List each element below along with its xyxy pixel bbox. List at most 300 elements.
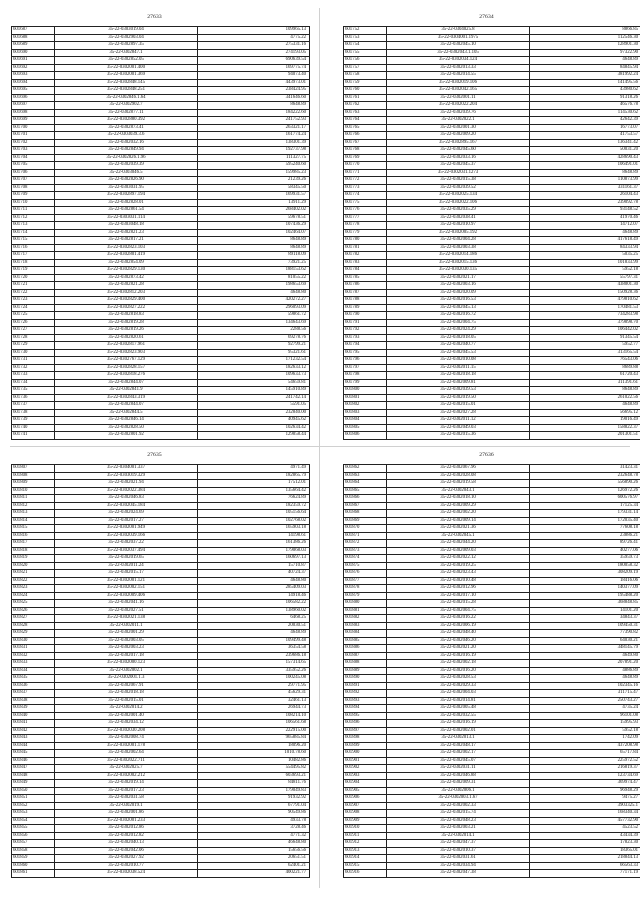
amount-cell: 97322.90 [530,49,640,57]
amount-cell: 23886.21 [530,532,640,540]
account-number-cell: 35-22-0302067.96 [387,465,530,473]
table-row [344,840,640,848]
parcel-number-cell: 601726 [12,319,55,327]
amount-cell: 1010.78.60 [198,750,310,758]
table-row [344,660,640,668]
table-row [12,637,310,645]
account-number-cell: 35-22-0302043.1.105 [387,49,530,57]
amount-cell: 62401.21 [198,862,310,870]
amount-cell: 129858.44 [198,432,310,440]
table-row [344,645,640,653]
account-number-cell: 35-22-0302046.20 [387,637,530,645]
account-number-cell: 35-22-0302011.24 [55,562,198,570]
parcel-number-cell: 601848 [12,772,55,780]
parcel-number-cell: 601890 [344,675,387,683]
table-row [344,199,640,207]
table-row [12,372,310,380]
parcel-number-cell: 601756 [344,57,387,65]
parcel-number-cell: 601871 [344,532,387,540]
parcel-number-cell: 601857 [12,840,55,848]
account-number-cell: 35-22-0302852.05 [55,57,198,65]
parcel-number-cell: 601799 [344,379,387,387]
parcel-number-cell: 601779 [344,229,387,237]
table-row [344,795,640,803]
account-number-cell: 35-22-0302002.1 [55,667,198,675]
account-number-cell: 35-22-0302009.20 [387,132,530,140]
parcel-number-cell: 601831 [12,645,55,653]
table-row [344,312,640,320]
table-row [12,214,310,222]
table-row [344,334,640,342]
account-number-cell: 35-22-0302848.251 [55,87,198,95]
account-number-cell: 35-22-0302045.10 [387,42,530,50]
account-number-cell: 35-22-0302002.20 [387,510,530,518]
account-number-cell: 35-22-0302043.1 [387,487,530,495]
table-row [344,832,640,840]
account-number-cell: 35-22-0302009.03 [387,547,530,555]
table-row [344,757,640,765]
table-row [344,417,640,425]
parcel-number-cell: 601707 [12,177,55,185]
amount-cell: 95321.61 [198,349,310,357]
account-number-cell: 35-22-0302817.21 [55,237,198,245]
parcel-number-cell: 601850 [12,787,55,795]
table-row [12,109,310,117]
parcel-number-cell: 601740 [12,424,55,432]
parcel-number-cell: 601814 [12,517,55,525]
account-number-cell: 35-22-0302045.184 [55,502,198,510]
account-number-cell: 35-22-0302042.06 [55,847,198,855]
account-number-cell: 35-22-0302031.58 [55,795,198,803]
table-row [12,780,310,788]
account-number-cell: 35-22-0302039.76 [387,109,530,117]
table-row [344,465,640,473]
account-number-cell: 35-22-0302002.64 [55,750,198,758]
amount-cell: 313165.54 [530,349,640,357]
table-row [12,139,310,147]
table-row [344,102,640,110]
amount-cell: 126972.26 [530,487,640,495]
table-row [12,802,310,810]
parcel-number-cell: 601916 [344,870,387,878]
parcel-number-cell: 601796 [344,357,387,365]
parcel-number-cell: 601735 [12,387,55,395]
parcel-number-cell: 601889 [344,667,387,675]
parcel-number-cell: 601911 [344,832,387,840]
amount-cell: 4648.89 [530,57,640,65]
account-number-cell: 35-22-0302013.1 [387,735,530,743]
amount-cell: 73921.25 [198,259,310,267]
account-number-cell: 35-22-0302021.17 [387,274,530,282]
account-number-cell: 35-22-0302861.54 [55,207,198,215]
amount-cell: 5035.25 [530,252,640,260]
table-row [12,132,310,140]
parcel-number-cell: 601723 [12,297,55,305]
parcel-number-cell: 601795 [344,349,387,357]
table-row [12,42,310,50]
parcel-number-cell: 601717 [12,252,55,260]
amount-cell: 308209.19 [530,570,640,578]
parcel-number-cell: 601861 [12,870,55,878]
table-row [344,162,640,170]
parcel-number-cell: 601881 [344,607,387,615]
account-number-cell: 35-22-0302016.20 [387,667,530,675]
parcel-number-cell: 601772 [344,177,387,185]
table-row [344,697,640,705]
amount-cell: 77390.82 [530,630,640,638]
account-number-cell: 35-22-0302801.92 [55,432,198,440]
parcel-number-cell: 601765 [344,124,387,132]
amount-cell: 94073.40 [198,72,310,80]
table-row [344,117,640,125]
table-row [12,652,310,660]
table-row [344,207,640,215]
amount-cell: 8648.89 [198,102,310,110]
table-row [12,334,310,342]
table-row [12,94,310,102]
table-row [344,862,640,870]
account-number-cell: 35-22-0302010.08 [387,357,530,365]
pane-title: 27635 [147,452,162,458]
pane-title: 27633 [147,14,162,20]
table-row [344,487,640,495]
parcel-number-cell: 601824 [12,592,55,600]
amount-cell: 182865.79 [198,472,310,480]
account-number-cell: 35-22-0302010.97 [387,222,530,230]
table-row [12,735,310,743]
data-table [11,26,310,440]
account-number-cell: 35-22-0302022.106 [387,199,530,207]
amount-cell: 161386.26 [198,540,310,548]
table-row [12,472,310,480]
parcel-number-cell: 601785 [344,274,387,282]
parcel-number-cell: 601807 [12,465,55,473]
parcel-number-cell: 601789 [344,304,387,312]
parcel-number-cell: 601859 [12,855,55,863]
table-row [12,184,310,192]
amount-cell: 108214.10 [198,712,310,720]
account-number-cell: 35-22-0302030.135 [387,267,530,275]
parcel-number-cell: 601696 [12,94,55,102]
account-number-cell: 35-22-0302015.38 [387,177,530,185]
table-row [344,79,640,87]
parcel-number-cell: 601900 [344,750,387,758]
parcel-number-cell: 601899 [344,742,387,750]
data-table [343,464,640,878]
amount-cell: 4886.89 [530,667,640,675]
account-number-cell: 35-22-0302002.212 [55,772,198,780]
amount-cell: 2288.56 [198,327,310,335]
parcel-number-cell: 601767 [344,139,387,147]
table-row [12,562,310,570]
table-row [344,274,640,282]
table-row [344,772,640,780]
amount-cell: 457732.90 [530,817,640,825]
amount-cell: 84845.94 [530,64,640,72]
amount-cell: 8866.85 [530,27,640,35]
parcel-number-cell: 601802 [344,402,387,410]
parcel-number-cell: 601851 [12,795,55,803]
account-number-cell: 35-22-0302826.1.96 [55,154,198,162]
account-number-cell: 35-22-0302009.406 [55,592,198,600]
amount-cell: 20651.51 [198,855,310,863]
parcel-number-cell: 601797 [344,364,387,372]
parcel-number-cell: 601786 [344,282,387,290]
parcel-number-cell: 601866 [344,495,387,503]
amount-cell: 61720.43 [530,372,640,380]
parcel-number-cell: 601699 [12,117,55,125]
parcel-number-cell: 601752 [344,27,387,35]
amount-cell: 14918.46 [198,592,310,600]
parcel-number-cell: 601812 [12,502,55,510]
account-number-cell: 35-22-0303046.5 [55,169,198,177]
table-row [12,274,310,282]
account-number-cell: 35-22-0303031.95 [55,184,198,192]
pane-title: 27634 [479,14,494,20]
parcel-number-cell: 601738 [12,409,55,417]
parcel-number-cell: 601694 [12,79,55,87]
table-row [344,192,640,200]
amount-cell: 26944.73 [198,705,310,713]
account-number-cell: 35-22-0302015.136 [387,259,530,267]
table-row [344,555,640,563]
amount-cell: 109499.48 [198,637,310,645]
table-row [12,742,310,750]
amount-cell: 96948.29 [530,787,640,795]
amount-cell: 341646.60 [198,94,310,102]
table-row [12,787,310,795]
account-number-cell: 35-22-0302019.25 [387,562,530,570]
table-row [12,570,310,578]
account-number-cell: 35-22-0302880.392 [55,117,198,125]
amount-cell: 159985.23 [198,169,310,177]
parcel-number-cell: 601883 [344,622,387,630]
table-row [344,27,640,35]
table-row [12,102,310,110]
amount-cell: 4648.89 [530,229,640,237]
account-number-cell: 35-22-0302001.29 [55,630,198,638]
account-number-cell: 35-22-0302006.19 [387,622,530,630]
amount-cell: 46576.78 [530,102,640,110]
parcel-number-cell: 601909 [344,817,387,825]
amount-cell: 102345.16 [530,682,640,690]
amount-cell: 90549.86 [198,810,310,818]
parcel-number-cell: 601798 [344,372,387,380]
account-number-cell: 35-22-0302001.86 [55,810,198,818]
account-number-cell: 35-22-0302819.28 [55,319,198,327]
parcel-number-cell: 601703 [12,147,55,155]
parcel-number-cell: 601704 [12,154,55,162]
account-number-cell: 35-22-0302819.26 [55,327,198,335]
amount-cell: 734283.98 [530,312,640,320]
parcel-number-cell: 601792 [344,327,387,335]
table-row [344,432,640,440]
parcel-number-cell: 601843 [12,735,55,743]
table-row [344,394,640,402]
table-row [344,177,640,185]
account-number-cell: 35-22-0302034.94 [387,862,530,870]
table-row [12,162,310,170]
amount-cell: 102634.42 [198,424,310,432]
amount-cell: 4648.80 [198,289,310,297]
account-number-cell: 35-22-0302022.1 [387,117,530,125]
account-number-cell: 35-22-0302034.12 [55,720,198,728]
amount-cell: 8648.89 [198,237,310,245]
account-number-cell: 35-22-0302022.204 [387,102,530,110]
amount-cell: 67791.04 [198,802,310,810]
table-row [344,87,640,95]
account-number-cell: 35-22-0302040.13 [55,840,198,848]
account-number-cell: 35-22-0302003.16 [387,282,530,290]
table-row [12,517,310,525]
parcel-number-cell: 601894 [344,705,387,713]
parcel-number-cell: 601722 [12,289,55,297]
parcel-number-cell: 601708 [12,184,55,192]
table-row [12,124,310,132]
parcel-number-cell: 601822 [12,577,55,585]
amount-cell: 184222.60 [198,109,310,117]
table-row [344,630,640,638]
account-number-cell: 35-22-0302002.17 [387,750,530,758]
table-row [344,600,640,608]
parcel-number-cell: 601783 [344,259,387,267]
amount-cell: 35959.73 [530,555,640,563]
table-row [12,357,310,365]
account-number-cell: 35-22-0304001.1975 [387,34,530,42]
amount-cell: 182359.72 [198,502,310,510]
amount-cell: 141495.56 [530,79,640,87]
parcel-number-cell: 601879 [344,592,387,600]
parcel-number-cell: 601804 [344,417,387,425]
account-number-cell: 35-22-0302903.04 [55,34,198,42]
amount-cell: 50031.20 [530,147,640,155]
account-number-cell: 35-22-0302021.36 [387,525,530,533]
table-row [344,237,640,245]
table-row [344,424,640,432]
amount-cell: 46648.80 [198,840,310,848]
amount-cell: 76624.89 [198,495,310,503]
account-number-cell: 35-22-0303048.18 [55,222,198,230]
table-row [12,87,310,95]
amount-cell: 105156.64 [198,510,310,518]
parcel-number-cell: 601884 [344,630,387,638]
account-number-cell: 35-22-0302048.23 [387,817,530,825]
table-row [344,229,640,237]
amount-cell: 15656.56 [198,847,310,855]
table-row [344,387,640,395]
amount-cell: 232840.00 [198,409,310,417]
account-number-cell: 35-22-0302873.41 [55,124,198,132]
account-number-cell: 35-22-0302008.74 [55,735,198,743]
amount-cell: 43980.62 [530,87,640,95]
account-number-cell: 35-22-0302045.07 [387,757,530,765]
account-number-cell: 35-22-0302015.17 [55,570,198,578]
amount-cell: 690639.54 [198,57,310,65]
amount-cell: 379898.70 [530,319,640,327]
amount-cell: 93148.52 [530,207,640,215]
parcel-number-cell: 601706 [12,169,55,177]
parcel-number-cell: 601852 [12,802,55,810]
amount-cell: 160697.13 [198,555,310,563]
table-row [344,480,640,488]
table-row [12,697,310,705]
parcel-number-cell: 601689 [12,42,55,50]
account-number-cell: 35-22-0302033.16 [387,154,530,162]
table-row [12,297,310,305]
amount-cell: 31423.31 [530,465,640,473]
account-number-cell: 35-22-0302848.145 [55,79,198,87]
amount-cell: 222915.00 [198,727,310,735]
parcel-number-cell: 601845 [12,750,55,758]
parcel-number-cell: 601867 [344,502,387,510]
account-number-cell: 35-22-0302039.53 [387,387,530,395]
table-row [344,690,640,698]
account-number-cell: 35-22-0302020.09 [387,289,530,297]
table-row [12,349,310,357]
parcel-number-cell: 601815 [12,525,55,533]
amount-cell: 34843.37 [530,615,640,623]
amount-cell: 369974.47 [530,780,640,788]
table-row [344,244,640,252]
table-row [344,855,640,863]
parcel-number-cell: 601832 [12,652,55,660]
amount-cell: 15710.87 [198,562,310,570]
table-row [344,169,640,177]
account-number-cell: 35-22-0302817.961 [55,342,198,350]
account-number-cell: 35-22-0302004.28 [387,237,530,245]
amount-cell: 169931.57 [198,192,310,200]
account-number-cell: 35-22-0302010.48 [387,577,530,585]
parcel-number-cell: 601862 [344,465,387,473]
account-number-cell: 35-22-0302046.88 [387,772,530,780]
table-row [12,465,310,473]
amount-cell: 179049.83 [198,787,310,795]
amount-cell: 40277.06 [530,547,640,555]
amount-cell: 218844.13 [530,855,640,863]
account-number-cell: 35-22-0302873.42 [55,274,198,282]
amount-cell: 91932.92 [198,795,310,803]
account-number-cell: 35-22-0302037.494 [55,547,198,555]
parcel-number-cell: 601856 [12,832,55,840]
account-number-cell: 35-22-0302897.35 [55,42,198,50]
amount-cell: 5952.18 [530,267,640,275]
account-number-cell: 35-22-0302019.65 [55,555,198,563]
parcel-number-cell: 601818 [12,547,55,555]
table-row [344,810,640,818]
parcel-number-cell: 601880 [344,600,387,608]
parcel-number-cell: 601712 [12,214,55,222]
parcel-number-cell: 601809 [12,480,55,488]
amount-cell: 106561.68 [198,720,310,728]
parcel-number-cell: 601895 [344,712,387,720]
table-row [344,94,640,102]
table-row [344,652,640,660]
parcel-number-cell: 601725 [12,312,55,320]
table-row [12,832,310,840]
table-row [12,862,310,870]
account-number-cell: 35-22-0302015.01 [55,697,198,705]
table-row [12,855,310,863]
table-row [344,109,640,117]
account-number-cell: 35-22-0302016.72 [387,312,530,320]
amount-cell: 65717.84 [530,750,640,758]
account-number-cell: 35-22-0302014.81 [387,697,530,705]
account-number-cell: 35-22-0303019.04 [55,27,198,35]
table-row [344,780,640,788]
account-number-cell: 35-22-0302018.18 [387,372,530,380]
parcel-number-cell: 601787 [344,289,387,297]
parcel-number-cell: 601710 [12,199,55,207]
